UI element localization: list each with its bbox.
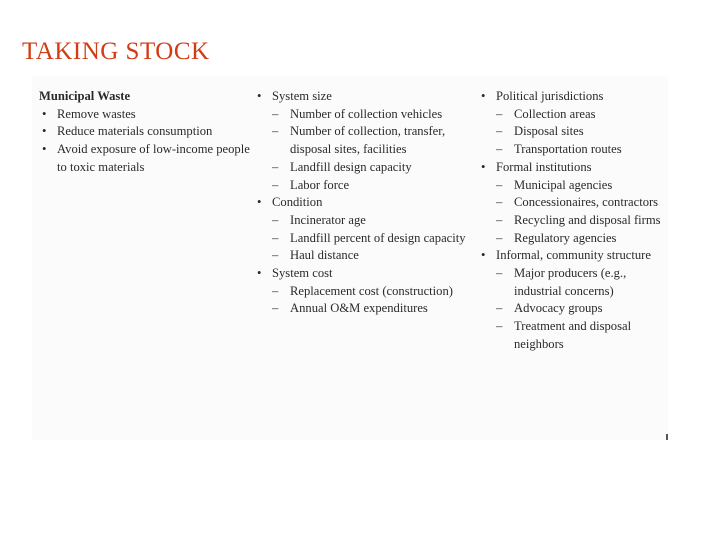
bullet-item: • Remove wastes: [39, 106, 254, 124]
bullet-item: • Reduce materials consumption: [39, 123, 254, 141]
bullet-item: • Political jurisdictions: [478, 88, 666, 106]
column-heading: Municipal Waste: [39, 89, 131, 103]
scan-artifact-mark: [666, 434, 668, 440]
sub-bullet-item: – Recycling and disposal firms: [478, 212, 666, 230]
sub-bullet-item: – Haul distance: [254, 247, 476, 265]
sub-bullet-item: – Collection areas: [478, 106, 666, 124]
bullet-item: • System cost: [254, 265, 476, 283]
sub-bullet-item: – Annual O&M expenditures: [254, 300, 476, 318]
sub-bullet-item: – Replacement cost (construction): [254, 283, 476, 301]
sub-bullet-item: – Incinerator age: [254, 212, 476, 230]
column-goals: [39, 88, 254, 177]
sub-bullet-item: – Number of collection, transfer, disposal sites, facilities: [254, 123, 476, 158]
bullet-item: • Formal institutions: [478, 159, 666, 177]
sub-bullet-item: – Concessionaires, contractors: [478, 194, 666, 212]
sub-bullet-item: – Transportation routes: [478, 141, 666, 159]
slide-title: TAKING STOCK: [22, 38, 210, 65]
bullet-item: • System size: [254, 88, 476, 106]
sub-bullet-item: – Treatment and disposal neighbors: [478, 318, 666, 353]
sub-bullet-item: – Disposal sites: [478, 123, 666, 141]
sub-bullet-item: – Advocacy groups: [478, 300, 666, 318]
bullet-item: • Condition: [254, 194, 476, 212]
sub-bullet-item: – Labor force: [254, 177, 476, 195]
sub-bullet-item: – Landfill design capacity: [254, 159, 476, 177]
column-stakeholders: [478, 88, 666, 354]
bullet-item: • Avoid exposure of low-income people to toxic materials: [39, 141, 254, 176]
sub-bullet-item: – Major producers (e.g., industrial concerns): [478, 265, 666, 300]
column-system-attributes: [254, 88, 476, 318]
sub-bullet-item: – Regulatory agencies: [478, 230, 666, 248]
sub-bullet-item: – Number of collection vehicles: [254, 106, 476, 124]
bullet-item: • Informal, community structure: [478, 247, 666, 265]
sub-bullet-item: – Municipal agencies: [478, 177, 666, 195]
sub-bullet-item: – Landfill percent of design capacity: [254, 230, 476, 248]
scanned-table-image: [32, 76, 668, 440]
